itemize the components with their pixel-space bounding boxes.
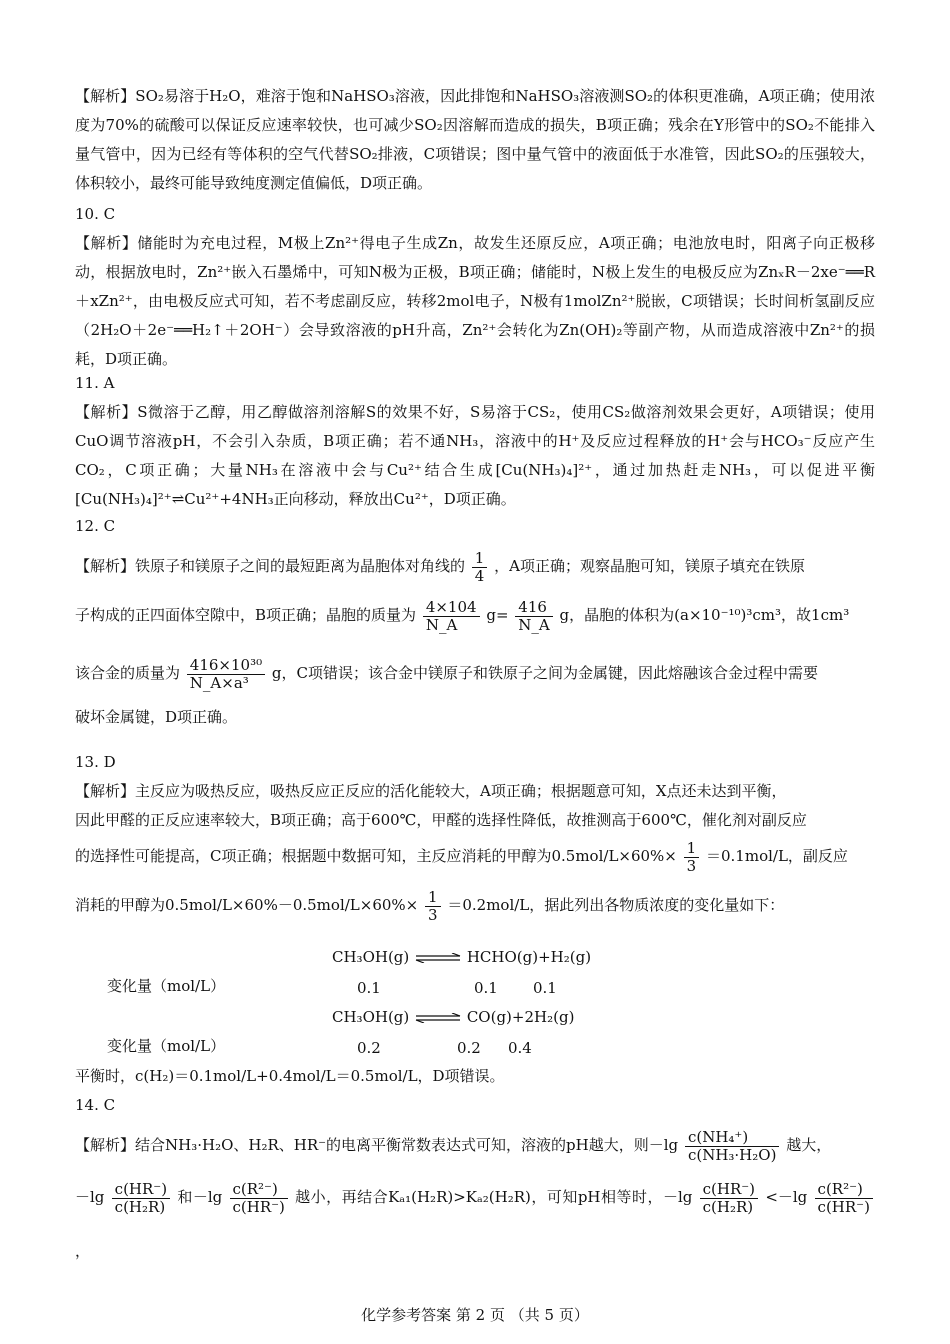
q11-number: 11. A (75, 374, 115, 392)
reaction-1-v1: 0.1 (357, 979, 381, 997)
page-footer: 化学参考答案 第 2 页 （共 5 页） (361, 1306, 589, 1324)
q14-line2: －lg $\frac{c(HR^-)}{\text{c(H₂R)}}$ 和－lg $\frac{\text{c(R²⁻)}}{c(HR^-)}$ 越小，再结合Kₐ₁(H₂R)>Kₐ₂(H₂R)，可知pH相等时，－lg $\frac{c(HR^-)}{\text{c(H₂R)}}$ <－lg $\frac{\text{c(R²⁻)}}{c(HR^-)}$ ， (75, 1170, 875, 1278)
fraction-r-hr: $\frac{\text{c(R²⁻)}}{c(HR^-)}$ (230, 1181, 288, 1216)
fraction-third-a: $\frac{1}{3}$ (684, 840, 700, 875)
q13-line4: 消耗的甲醇为0.5mol/L×60%－0.5mol/L×60%× $\frac{1}{3}$ ＝0.2mol/L，据此列出各物质浓度的变化量如下： (75, 887, 785, 924)
reaction-1: CH₃OH(g) HCHO(g)+H₂(g) (332, 948, 592, 966)
fraction-mass2: $\frac{416}{N\_A}$ (515, 599, 552, 634)
fraction-r-hr-2: $\frac{\text{c(R²⁻)}}{c(HR^-)}$ (815, 1181, 873, 1216)
q10-analysis: 【解析】储能时为充电过程，M极上Zn²⁺得电子生成Zn，故发生还原反应，A项正确；电池放电时，阳离子向正极移动，根据放电时，Zn²⁺嵌入石墨烯中，可知N极为正极，B项正确；储能时，N极上发生的电极反应为ZnₓR－2xe⁻══R＋xZn²⁺，由电极反应式可知，若不考虑副反应，转移2mol电子，N极有1molZn²⁺脱嵌，C项错误；长时间析氢副反应（2H₂O＋2e⁻══H₂↑＋2OH⁻）会导致溶液的pH升高，Zn²⁺会转化为Zn(OH)₂等副产物，从而造成溶液中Zn²⁺的损耗，D项正确。 (75, 234, 875, 368)
q14-number: 14. C (75, 1096, 116, 1114)
q9-block (75, 82, 875, 198)
fraction-alloy-mass: $\frac{\text{416×10³⁰}}{\text{N\_A×a³}}$ (187, 657, 265, 692)
q13-line3: 的选择性可能提高，C项正确；根据题中数据可知，主反应消耗的甲醇为0.5mol/L×60%× $\frac{1}{3}$ ＝0.1mol/L，副反应 (75, 838, 848, 875)
q12-line4: 破坏金属键，D项正确。 (75, 708, 238, 726)
q11-block (75, 369, 875, 514)
q14-line1: 【解析】结合NH₃·H₂O、H₂R、HR⁻的电离平衡常数表达式可知，溶液的pH越大，则－lg $\frac{\text{c(NH₄⁺)}}{\text{c(NH₃·H₂O)}}$ 越大， (75, 1127, 832, 1164)
q12-line3: 该合金的质量为 $\frac{\text{416×10³⁰}}{\text{N\_A×a³}}$ g，C项错误；该合金中镁原子和铁原子之间为金属键，因此熔融该合金过程中需要 (75, 655, 818, 692)
q10-block (75, 200, 875, 374)
q12-line2: 子构成的正四面体空隙中，B项正确；晶胞的质量为 $\frac{4\times 104}{N\_A}$ g= $\frac{416}{N\_A}$ g，晶胞的体积为(a×10⁻¹⁰)³cm³，故1cm³ (75, 597, 850, 634)
q13-conclusion-block (75, 1062, 875, 1091)
fraction-nh4: $\frac{\text{c(NH₄⁺)}}{\text{c(NH₃·H₂O)}}$ (685, 1129, 779, 1164)
reaction-2-v1: 0.2 (357, 1039, 381, 1057)
q13-block (75, 748, 875, 933)
q13-number: 13. D (75, 753, 116, 771)
fraction-third-b: $\frac{1}{3}$ (425, 889, 441, 924)
reaction-2-label: 变化量（mol/L） (107, 1037, 226, 1055)
fraction-hr-h2r: $\frac{c(HR^-)}{\text{c(H₂R)}}$ (112, 1181, 170, 1216)
reaction-1-v3: 0.1 (533, 979, 557, 997)
equilibrium-arrow-icon (414, 1013, 462, 1023)
reaction-2: CH₃OH(g) CO(g)+2H₂(g) (332, 1008, 575, 1026)
q12-number: 12. C (75, 517, 116, 535)
q12-block (75, 512, 875, 732)
reaction-1-label: 变化量（mol/L） (107, 977, 226, 995)
q13-line2: 因此甲醛的正反应速率较大，B项正确；高于600℃，甲醛的选择性降低，故推测高于600℃，催化剂对副反应 (75, 811, 807, 829)
q14-block (75, 1091, 875, 1278)
q9-analysis: 【解析】SO₂易溶于H₂O，难溶于饱和NaHSO₃溶液，因此排饱和NaHSO₃溶液测SO₂的体积更准确，A项正确；使用浓度为70%的硫酸可以保证反应速率较快，也可减少SO₂因溶解而造成的损失，B项正确；残余在Y形管中的SO₂不能排入量气管中，因为已经有等体积的空气代替SO₂排液，C项错误；图中量气管中的液面低于水准管，因此SO₂的压强较大，体积较小，最终可能导致纯度测定值偏低，D项正确。 (75, 87, 875, 192)
reaction-2-v2: 0.2 (457, 1039, 481, 1057)
q11-analysis: 【解析】S微溶于乙醇，用乙醇做溶剂溶解S的效果不好，S易溶于CS₂，使用CS₂做溶剂效果会更好，A项错误；使用CuO调节溶液pH，不会引入杂质，B项正确；若不通NH₃，溶液中的H⁺及反应过程释放的H⁺会与HCO₃⁻反应产生CO₂，C项正确；大量NH₃在溶液中会与Cu²⁺结合生成[Cu(NH₃)₄]²⁺，通过加热赶走NH₃，可以促进平衡[Cu(NH₃)₄]²⁺⇌Cu²⁺+4NH₃正向移动，释放出Cu²⁺，D项正确。 (75, 403, 875, 508)
q10-number: 10. C (75, 205, 116, 223)
q13-conclusion: 平衡时，c(H₂)＝0.1mol/L+0.4mol/L＝0.5mol/L，D项错误。 (75, 1067, 505, 1085)
q12-line1: 【解析】铁原子和镁原子之间的最短距离为晶胞体对角线的 $\frac{1}{4}$ ，A项正确；观察晶胞可知，镁原子填充在铁原 (75, 548, 805, 585)
q13-line1: 【解析】主反应为吸热反应，吸热反应正反应的活化能较大，A项正确；根据题意可知，X点还未达到平衡， (75, 782, 787, 800)
reaction-2-v3: 0.4 (508, 1039, 532, 1057)
fraction-hr-h2r-2: $\frac{c(HR^-)}{\text{c(H₂R)}}$ (700, 1181, 758, 1216)
fraction-quarter: $\frac{1}{4}$ (472, 550, 488, 585)
reaction-1-v2: 0.1 (474, 979, 498, 997)
equilibrium-arrow-icon (414, 953, 462, 963)
fraction-mass1: $\frac{4\times 104}{N\_A}$ (423, 599, 480, 634)
